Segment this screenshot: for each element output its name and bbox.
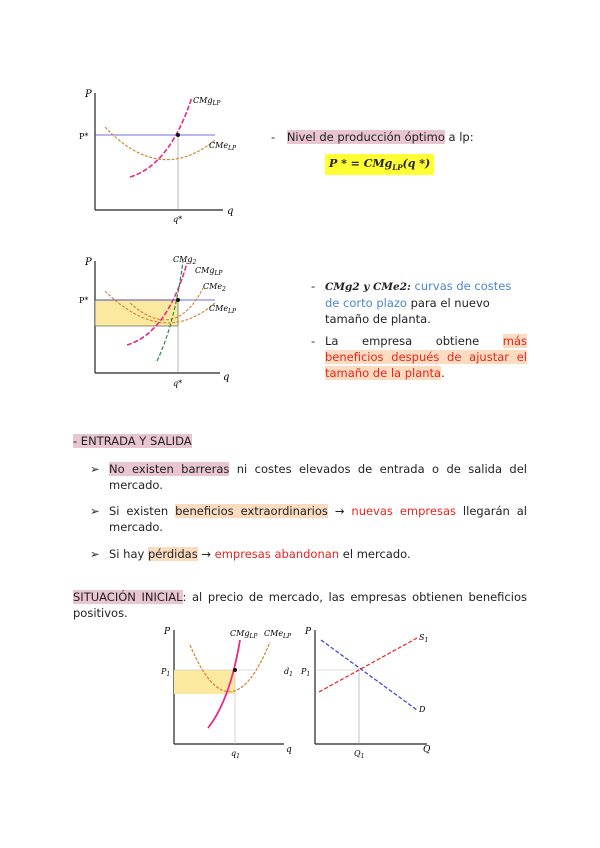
more-profits-plain: La empresa obtiene [325, 334, 503, 348]
bullet-dash: - [311, 279, 316, 293]
q-axis-label: q [227, 206, 234, 217]
qstar-label: q* [173, 215, 183, 224]
short-run-curves-text: curvas de costes de corto plazo [325, 279, 512, 310]
pstar-label: P* [79, 296, 89, 305]
cmg2-cme2-formula: CMg2 y CMe2: [325, 281, 411, 293]
cmg-lp-label: CMg$_{LP}$ [195, 266, 223, 277]
graph-short-run-adjust [75, 253, 240, 398]
d-label: D [419, 705, 426, 714]
section-title: - ENTRADA Y SALIDA [73, 434, 192, 448]
cme-lp-label: CMe$_{LP}$ [209, 141, 237, 152]
bullet-short-run-text [325, 278, 527, 327]
cme-lp-label: CMe$_{LP}$ [264, 629, 292, 640]
item-no-barriers: No existen barreras ni costes elevados de entrada o de salida del mercado. [109, 462, 527, 492]
short-run-rest: para el nuevo tamaño de planta. [325, 296, 490, 326]
optimal-output-rest: a lp: [444, 130, 474, 144]
optimum-point [176, 298, 180, 302]
cme-lp-curve [105, 127, 215, 160]
p-axis-label: P [85, 89, 92, 100]
optimum-point [176, 133, 180, 137]
graph-long-run-optimum [75, 85, 240, 230]
p-axis-label: P [164, 627, 171, 637]
p1-label: $P_1$ [301, 667, 311, 678]
cmg-lp-curve [130, 97, 192, 177]
item-arrow-1: ➢ [90, 462, 100, 476]
equilibrium-point [233, 668, 237, 672]
p-axis-label: P [85, 257, 92, 268]
graph-initial-market [295, 620, 440, 765]
qstar-label: q* [173, 379, 183, 388]
cmg-lp-label: CMg$_{LP}$ [230, 629, 258, 640]
q-axis-label: q [223, 372, 230, 383]
q-axis-label: Q [423, 745, 431, 755]
bullet-dash-3: - [311, 334, 316, 348]
cmg-lp-label: CMg$_{LP}$ [193, 96, 221, 107]
cme-lp-label: CMe$_{LP}$ [209, 304, 237, 315]
supply-curve [319, 638, 417, 692]
cme2-label: CMe$_2$ [203, 282, 226, 293]
demand-curve [321, 640, 417, 710]
more-profits-highlight: más beneficios después de ajustar el tamaño de la planta [325, 334, 527, 380]
cmg2-label: CMg$_2$ [173, 255, 197, 266]
p-axis-label: P [305, 627, 312, 637]
situacion-inicial: SITUACIÓN INICIAL: al precio de mercado, las empresas obtienen beneficios positivos. [73, 590, 527, 620]
q-axis-label: q [286, 745, 292, 755]
s1-label: $S_1$ [419, 633, 429, 644]
optimal-output-highlight: Nivel de producción óptimo [286, 130, 445, 144]
bullet-more-profits: La empresa obtiene más beneficios después de ajustar el tamaño de la planta. [325, 334, 527, 380]
q1-label: $Q_1$ [354, 749, 365, 760]
pstar-label: P* [79, 132, 89, 141]
formula-pstar: P * = CMg$_{LP}$(q *) [325, 154, 434, 175]
item-extra-profits: Si existen beneficios extraordinarios → nuevas empresas llegarán al mercado. [109, 504, 527, 534]
d1-label: $d_1$ [284, 667, 293, 678]
item-arrow-3: ➢ [90, 547, 100, 561]
bullet-optimal-output [271, 129, 474, 145]
p1-label: $P_1$ [161, 667, 171, 678]
bullet-short-run-curves [311, 278, 315, 294]
item-losses: Si hay pérdidas → empresas abandonan el mercado. [109, 547, 411, 561]
item-arrow-2: ➢ [90, 504, 100, 518]
graph-initial-firm [150, 620, 295, 765]
q1-label: $q_1$ [231, 749, 240, 760]
bullet-dash: - [271, 130, 276, 144]
